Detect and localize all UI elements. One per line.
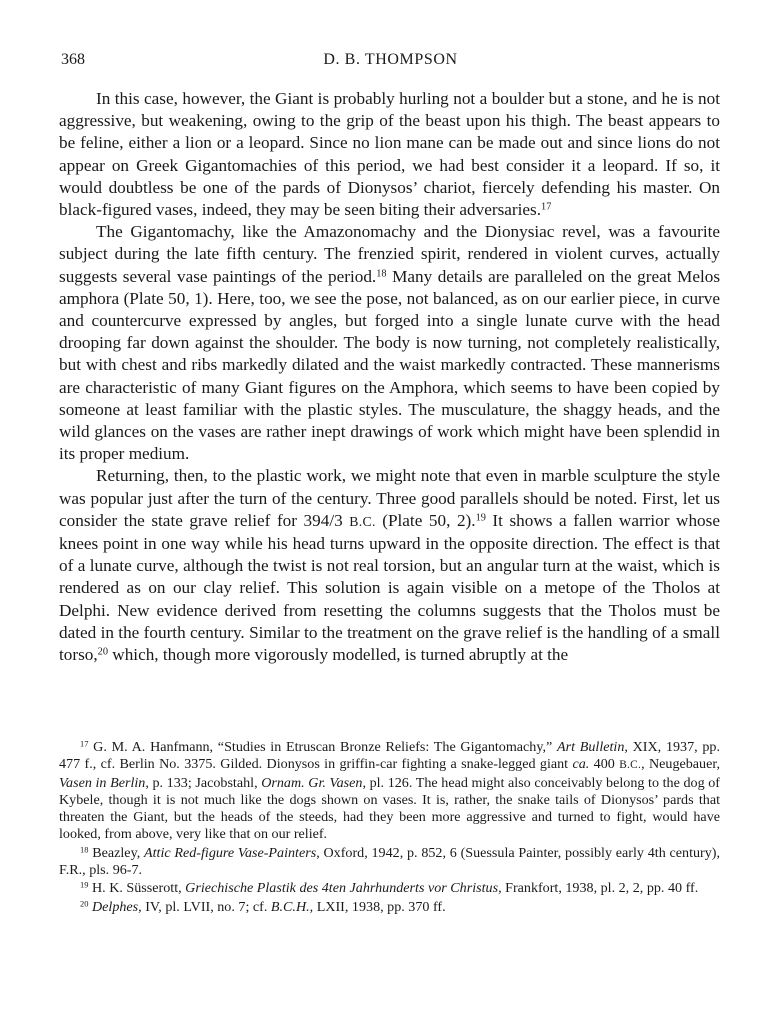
- italic-title: Attic Red-figure Vase-Painters: [144, 844, 317, 861]
- text-run: (Plate 50, 2).: [375, 510, 476, 530]
- footnote-ref: 17: [541, 201, 552, 213]
- small-caps-text: B.C.: [619, 759, 642, 772]
- text-run: , Oxford, 1942, p. 852, 6 (Suessula Painter, possibly early 4th century), F.R., pls. 96-7.: [59, 844, 720, 879]
- italic-title: Delphes: [91, 898, 139, 915]
- body-text: [59, 88, 720, 666]
- text-run: 400: [589, 756, 620, 773]
- text-run: H. K. Süsserott,: [88, 880, 186, 897]
- text-run: , p. 133; Jacobstahl,: [145, 774, 262, 791]
- page-number: 368: [61, 51, 85, 68]
- italic-title: B.C.H.: [270, 898, 310, 915]
- footnote: [59, 880, 720, 897]
- text-run: , IV, pl. LVII, no. 7; cf.: [138, 898, 271, 915]
- text-run: which, though more vigorously modelled, is turned abruptly at the: [107, 645, 569, 665]
- footnote-ref: 19: [475, 512, 486, 524]
- text-run: It shows a fallen warrior whose knees point in one way while his head turns upward in the opposite direction. The effect is that of a lunate curve, although the twist is not real torsion, but an angular turn at the waist, which is rendered as on our clay relief. This solution is again visible on a metope of the Tholos at Delphi. New evidence derived from resetting the columns suggests that the Tholos must be dated in the fourth century. Similar to the treatment on the grave relief is the handling of a small torso,: [59, 510, 720, 665]
- italic-title: ca.: [572, 756, 590, 773]
- text-run: Returning, then, to the plastic work, we might note that even in marble sculpture the style was popular just after the turn of the century. Three good parallels should be noted. First, let us consider the state grave relief for 394/3: [59, 466, 720, 530]
- page-header: [61, 51, 720, 73]
- text-run: The Gigantomachy, like the Amazonomachy and the Dionysiac revel, was a favourite subject during the late fifth century. The frenzied spirit, rendered in violent curves, actually suggests several vase paintings of the period.: [59, 222, 720, 286]
- text-run: , XIX, 1937, pp. 477 f., cf. Berlin No. 3375. Gilded. Dionysos in griffin-car fighting a snake-legged giant: [59, 739, 720, 773]
- text-run: , pl. 126. The head might also conceivably belong to the dog of Kybele, though it is not much like the dogs shown on vases. It is, rather, the snake tails of Dionysos’ pards that threaten the Giant, but the heads of the steeds, had they been more aggressive and turned to fight, would have looked, from above, very like that on our relief.: [59, 774, 720, 843]
- running-head: D. B. THOMPSON: [323, 51, 458, 68]
- paragraph: [59, 88, 720, 221]
- paragraph: [59, 465, 720, 666]
- footnote: [59, 899, 720, 916]
- text-run: Beazley,: [88, 844, 144, 861]
- footnote: [59, 845, 720, 880]
- footnote-ref: 20: [80, 898, 89, 909]
- footnotes: [59, 739, 720, 917]
- footnote-ref: 19: [80, 879, 89, 890]
- paragraph: [59, 221, 720, 465]
- footnote-ref: 17: [80, 738, 89, 749]
- italic-title: Griechische Plastik des 4ten Jahrhunderts vor Christus: [185, 880, 499, 897]
- text-run: , LXII, 1938, pp. 370 ff.: [309, 898, 446, 915]
- text-run: , Neugebauer,: [641, 756, 721, 773]
- text-run: In this case, however, the Giant is probably hurling not a boulder but a stone, and he is not aggressive, but weakening, owing to the grip of the beast upon his thigh. The beast appears to be feline, either a lion or a leopard. Since no lion mane can be made out and since lions do not appear on Greek Gigantomachies of this period, we had best consider it a leopard. If so, it would doubtless be one of the pards of Dionysos’ chariot, fiercely defending his master. On black-figured vases, indeed, they may be seen biting their adversaries.: [59, 89, 720, 220]
- footnote-ref: 20: [97, 646, 108, 658]
- text-run: G. M. A. Hanfmann, “Studies in Etruscan Bronze Reliefs: The Gigantomachy,”: [88, 739, 557, 755]
- footnote: [59, 739, 720, 844]
- footnote-ref: 18: [80, 844, 89, 855]
- text-run: , Frankfort, 1938, pl. 2, 2, pp. 40 ff.: [498, 880, 699, 897]
- footnote-ref: 18: [376, 267, 387, 279]
- italic-title: Art Bulletin: [557, 739, 625, 755]
- italic-title: Vasen in Berlin: [59, 774, 146, 791]
- text-run: Many details are paralleled on the great Melos amphora (Plate 50, 1). Here, too, we see the pose, not balanced, as on our earlier piece, in curve and countercurve expressed by angles, but forged into a single lunate curve with the head drooping far down against the shoulder. The body is now turning, not completely realistically, but with chest and ribs markedly dilated and the waist markedly contracted. These mannerisms are characteristic of many Giant figures on the Amphora, which seems to have been copied by someone at least familiar with the plastic styles. The musculature, the shaggy heads, and the wild glances on the vases are rather inept drawings of work which might have been splendid in its proper medium.: [59, 266, 721, 464]
- small-caps-text: B.C.: [349, 513, 376, 529]
- italic-title: Ornam. Gr. Vasen: [261, 774, 363, 791]
